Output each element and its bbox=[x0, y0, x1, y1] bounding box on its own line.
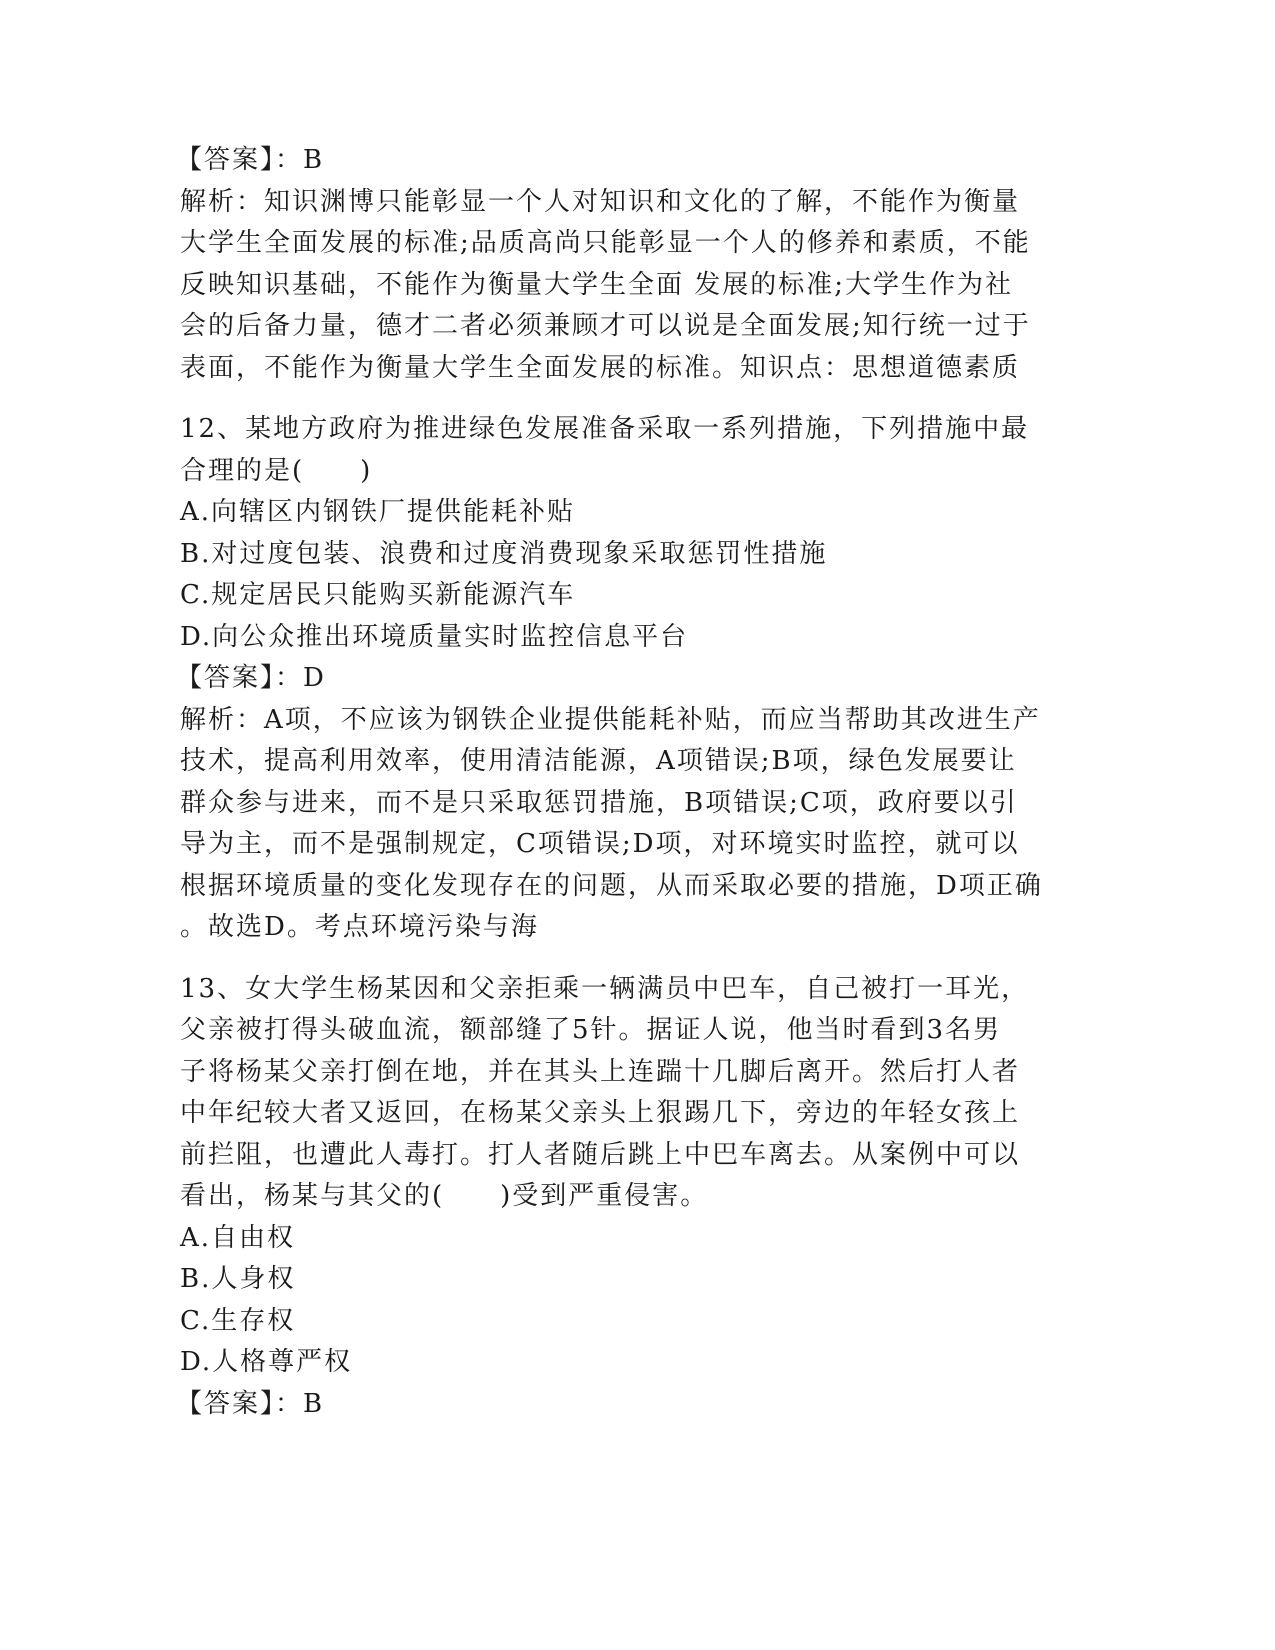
q12-explanation bbox=[180, 700, 1060, 949]
question-line: 看出，杨某与其父的( )受到严重侵害。 bbox=[180, 1181, 709, 1211]
spacer bbox=[180, 949, 1060, 969]
option-b: B.人身权 bbox=[180, 1264, 296, 1294]
option-c: C.规定居民只能购买新能源汽车 bbox=[180, 580, 576, 610]
q12-options bbox=[180, 492, 1060, 658]
option-a: A.自由权 bbox=[180, 1222, 296, 1253]
question-line: 中年纪较大者又返回，在杨某父亲头上狠踢几下，旁边的年轻女孩上 bbox=[180, 1098, 1021, 1128]
explanation-line: 群众参与进来，而不是只采取惩罚措施，B项错误;C项，政府要以引 bbox=[180, 787, 1018, 818]
question-line: 13、女大学生杨某因和父亲拒乘一辆满员中巴车，自己被打一耳光， bbox=[180, 973, 1030, 1004]
explanation-line: 根据环境质量的变化发现存在的问题，从而采取必要的措施，D项正确 bbox=[180, 870, 1043, 901]
option-a: A.向辖区内钢铁厂提供能耗补贴 bbox=[180, 497, 576, 527]
q13-answer: 【答案】：B bbox=[176, 1388, 325, 1419]
explanation-line: 反映知识基础，不能作为衡量大学生全面 发展的标准;大学生作为社 bbox=[180, 269, 1014, 300]
document-page bbox=[176, 140, 1060, 1425]
explanation-line: 。故选D。考点环境污染与海 bbox=[180, 912, 539, 942]
option-c: C.生存权 bbox=[180, 1305, 296, 1336]
question-line: 合理的是( ) bbox=[180, 455, 373, 486]
explanation-line: 会的后备力量，德才二者必须兼顾才可以说是全面发展;知行统一过于 bbox=[180, 311, 1031, 341]
q11-answer: 【答案】：B bbox=[176, 145, 325, 175]
q13-options bbox=[180, 1218, 1060, 1384]
q11-explanation bbox=[180, 182, 1060, 390]
question-line: 父亲被打得头破血流，额部缝了5针。据证人说，他当时看到3名男 bbox=[180, 1015, 1002, 1045]
q12-answer: 【答案】：D bbox=[176, 663, 326, 693]
explanation-line: 解析：知识渊博只能彰显一个人对知识和文化的了解，不能作为衡量 bbox=[180, 186, 1021, 217]
explanation-line: 解析：A项，不应该为钢铁企业提供能耗补贴，而应当帮助其改进生产 bbox=[180, 704, 1041, 735]
spacer bbox=[180, 389, 1060, 409]
explanation-line: 技术，提高利用效率，使用清洁能源，A项错误;B项，绿色发展要让 bbox=[180, 746, 1017, 776]
option-d: D.向公众推出环境质量实时监控信息平台 bbox=[180, 621, 689, 652]
option-b: B.对过度包装、浪费和过度消费现象采取惩罚性措施 bbox=[180, 538, 828, 569]
question-line: 12、某地方政府为推进绿色发展准备采取一系列措施，下列措施中最 bbox=[180, 414, 1030, 444]
explanation-line: 大学生全面发展的标准;品质高尚只能彰显一个人的修养和素质，不能 bbox=[180, 228, 1031, 258]
q12-stem bbox=[180, 409, 1060, 492]
explanation-line: 表面，不能作为衡量大学生全面发展的标准。知识点：思想道德素质 bbox=[180, 352, 1021, 383]
question-line: 前拦阻，也遭此人毒打。打人者随后跳上中巴车离去。从案例中可以 bbox=[180, 1139, 1021, 1170]
explanation-line: 导为主，而不是强制规定，C项错误;D项，对环境实时监控，就可以 bbox=[180, 829, 1020, 859]
q13-stem bbox=[180, 969, 1060, 1218]
question-line: 子将杨某父亲打倒在地，并在其头上连踹十几脚后离开。然后打人者 bbox=[180, 1056, 1021, 1087]
option-d: D.人格尊严权 bbox=[180, 1347, 353, 1377]
